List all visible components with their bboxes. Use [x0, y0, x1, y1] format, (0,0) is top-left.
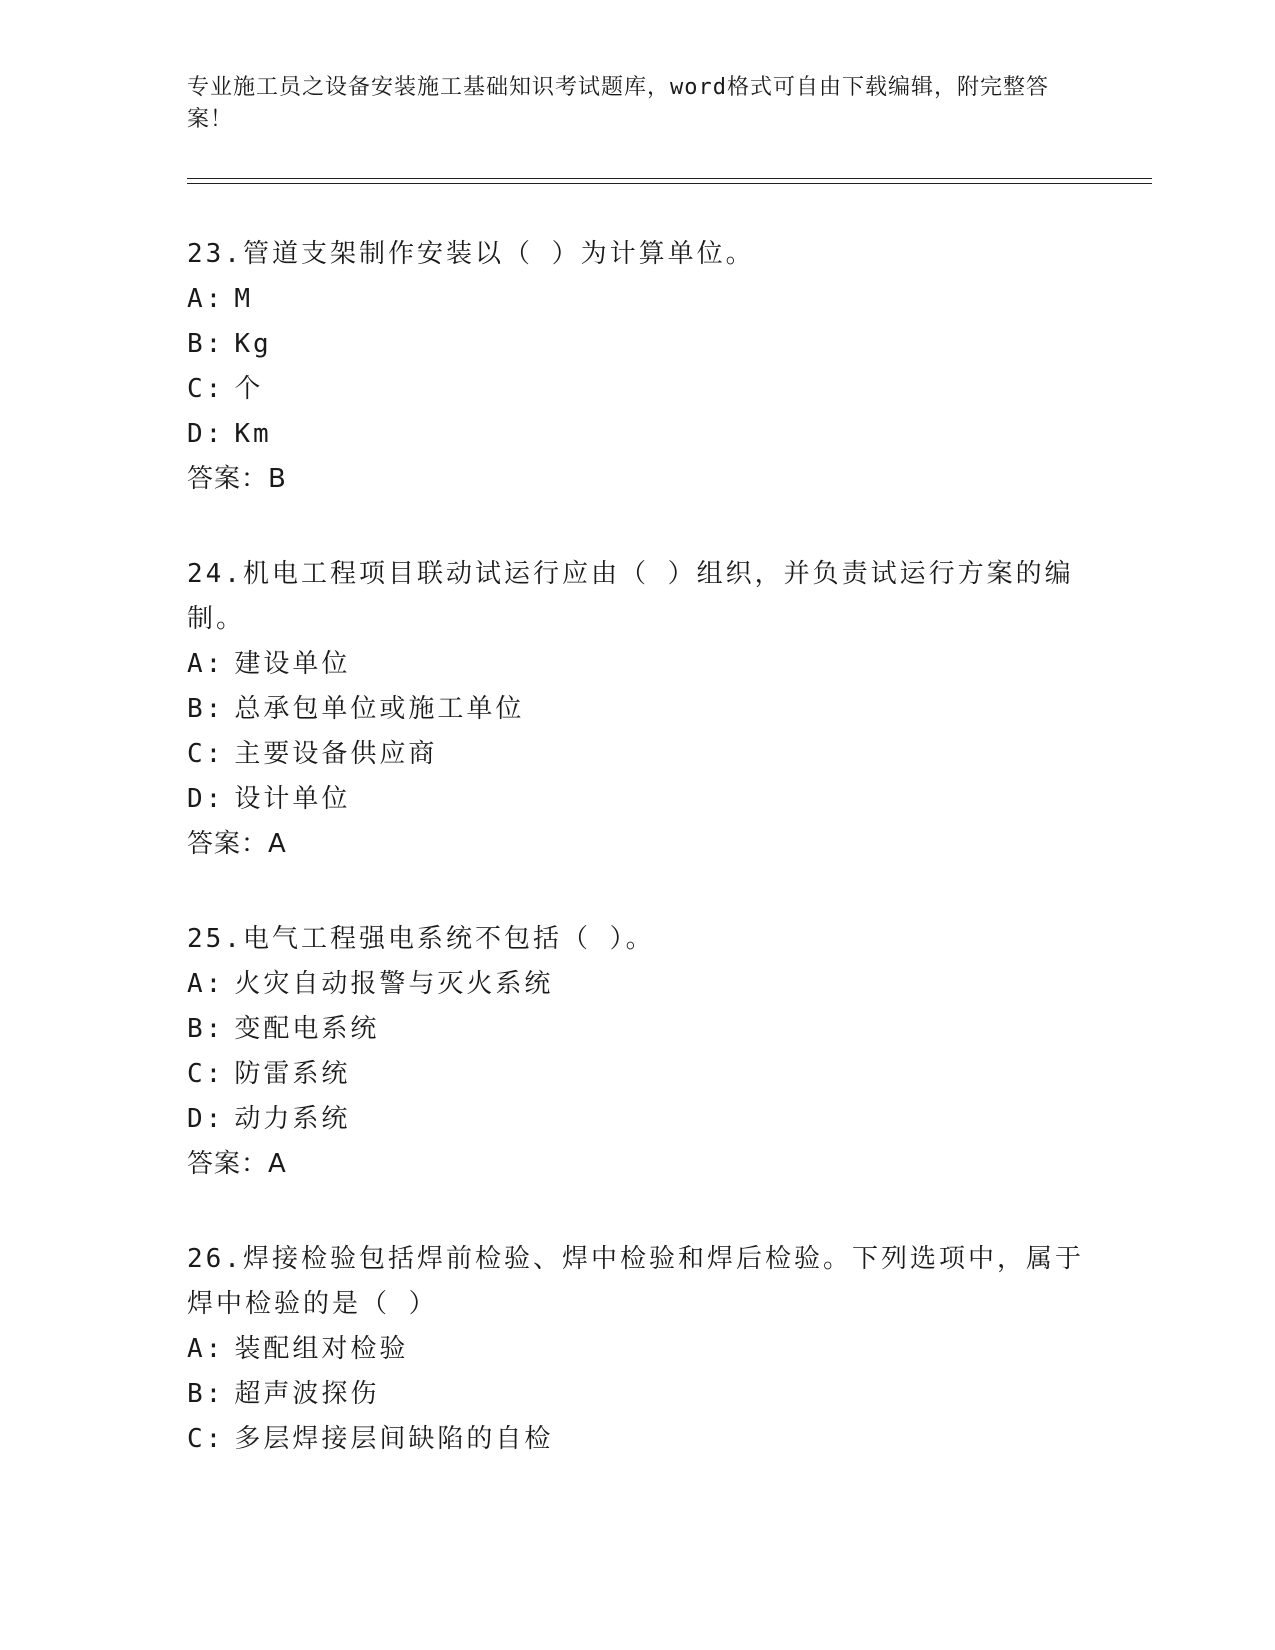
option-text: 建设单位 — [234, 649, 351, 679]
option-key: A: — [187, 284, 225, 314]
option-b — [187, 1372, 1087, 1417]
option-text: 总承包单位或施工单位 — [234, 694, 525, 724]
option-key: B: — [187, 694, 225, 724]
option-c — [187, 1417, 1087, 1462]
option-key: D: — [187, 419, 225, 449]
answer-label: 答案：A — [187, 829, 287, 859]
option-key: A: — [187, 649, 225, 679]
header-divider-bottom — [187, 183, 1152, 184]
option-text: 变配电系统 — [234, 1014, 380, 1044]
header-divider-top — [187, 178, 1152, 179]
option-text: 多层焊接层间缺陷的自检 — [234, 1424, 554, 1454]
question-stem: 23.管道支架制作安装以（ ）为计算单位。 — [187, 239, 755, 269]
option-text: 装配组对检验 — [234, 1334, 409, 1364]
option-a — [187, 277, 1087, 322]
option-key: A: — [187, 969, 225, 999]
option-text: 主要设备供应商 — [234, 739, 438, 769]
option-text: 防雷系统 — [234, 1059, 351, 1089]
option-b — [187, 687, 1087, 732]
question-stem: 25.电气工程强电系统不包括（ ）。 — [187, 924, 655, 954]
option-key: C: — [187, 739, 225, 769]
option-key: C: — [187, 1424, 225, 1454]
option-text: 火灾自动报警与灭火系统 — [234, 969, 554, 999]
question-23 — [187, 232, 1087, 502]
answer-label: 答案：B — [187, 464, 287, 494]
option-text: Km — [234, 419, 272, 449]
question-list — [187, 232, 1087, 1512]
option-b — [187, 1007, 1087, 1052]
question-25 — [187, 917, 1087, 1187]
option-key: B: — [187, 1379, 225, 1409]
option-key: B: — [187, 1014, 225, 1044]
answer-label: 答案：A — [187, 1149, 287, 1179]
option-key: B: — [187, 329, 225, 359]
option-text: Kg — [234, 329, 272, 359]
option-key: A: — [187, 1334, 225, 1364]
question-24 — [187, 552, 1087, 867]
document-header: 专业施工员之设备安装施工基础知识考试题库，word格式可自由下载编辑，附完整答案！ — [187, 75, 1049, 132]
question-26 — [187, 1237, 1087, 1462]
option-b — [187, 322, 1087, 367]
option-a — [187, 642, 1087, 687]
option-key: C: — [187, 374, 225, 404]
option-a — [187, 962, 1087, 1007]
option-key: D: — [187, 784, 225, 814]
option-d — [187, 412, 1087, 457]
option-text: M — [234, 284, 253, 314]
option-d — [187, 777, 1087, 822]
option-c — [187, 1052, 1087, 1097]
option-key: D: — [187, 1104, 225, 1134]
question-stem: 26.焊接检验包括焊前检验、焊中检验和焊后检验。下列选项中，属于焊中检验的是（ ） — [187, 1244, 1084, 1319]
option-a — [187, 1327, 1087, 1372]
option-text: 个 — [234, 374, 264, 404]
option-d — [187, 1097, 1087, 1142]
option-c — [187, 732, 1087, 777]
option-key: C: — [187, 1059, 225, 1089]
option-text: 设计单位 — [234, 784, 351, 814]
option-text: 超声波探伤 — [234, 1379, 380, 1409]
option-c — [187, 367, 1087, 412]
option-text: 动力系统 — [234, 1104, 351, 1134]
question-stem: 24.机电工程项目联动试运行应由（ ）组织，并负责试运行方案的编制。 — [187, 559, 1074, 634]
